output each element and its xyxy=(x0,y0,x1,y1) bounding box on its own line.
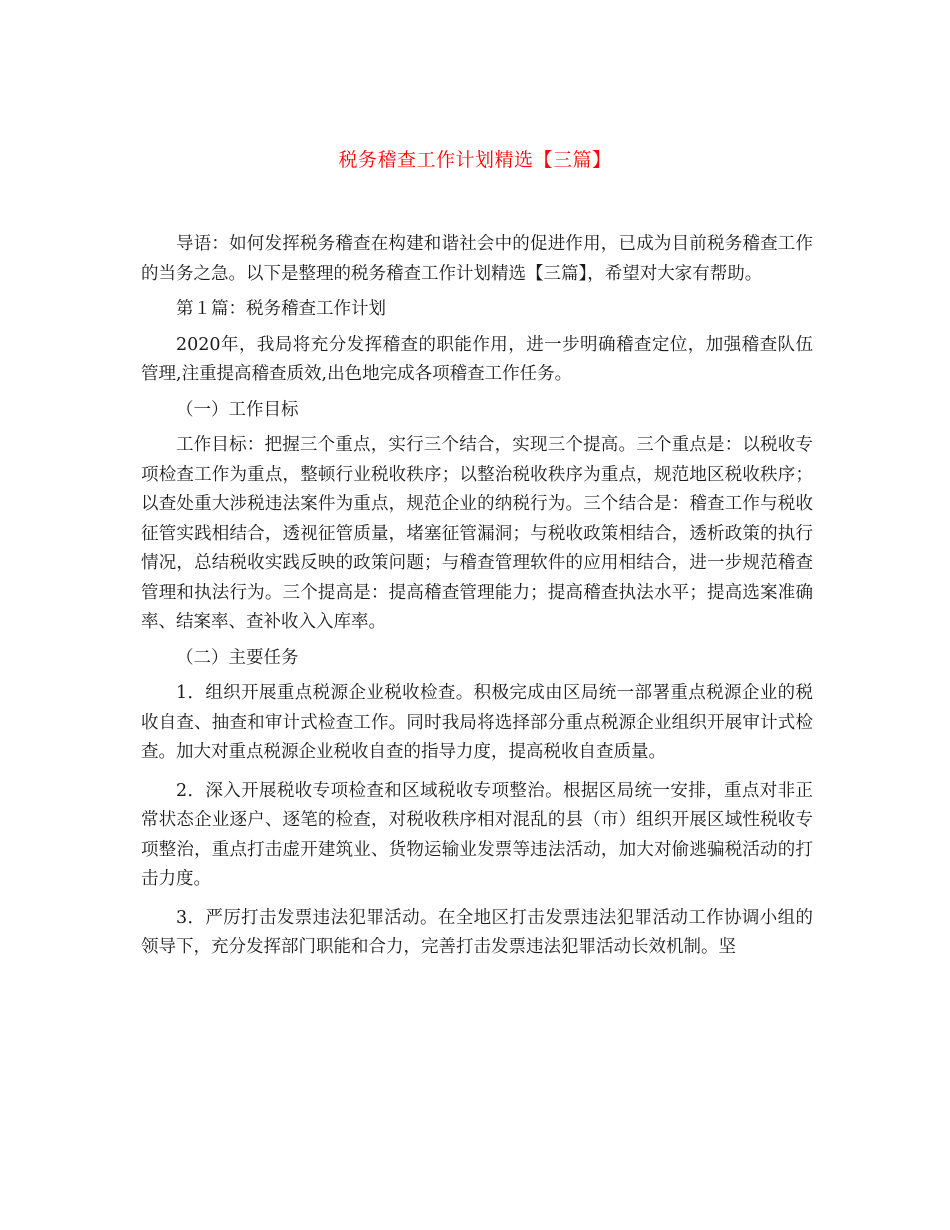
section-heading-part-1: 第１篇：税务稽查工作计划 xyxy=(176,299,386,319)
document-title: 税务稽查工作计划精选【三篇】 xyxy=(338,149,612,171)
paragraph-task-1: 1．组织开展重点税源企业税收检查。积极完成由区局统一部署重点税源企业的税收自查、抽查和审计式检查工作。同时我局将选择部分重点税源企业组织开展审计式检查。加大对重点税源企业税收自查的指导力度，提高税收自查质量。 xyxy=(141,683,813,762)
paragraph-work-goals: 工作目标：把握三个重点，实行三个结合，实现三个提高。三个重点是：以税收专项检查工作为重点，整顿行业税收秩序；以整治税收秩序为重点，规范地区税收秩序；以查处重大涉税违法案件为重点，规范企业的纳税行为。三个结合是：稽查工作与税收征管实践相结合，透视征管质量，堵塞征管漏洞；与税收政策相结合，透析政策的执行情况，总结税收实践反映的政策问题；与稽查管理软件的应用相结合，进一步规范稽查管理和执法行为。三个提高是：提高稽查管理能力；提高稽查执法水平；提高选案准确率、结案率、查补收入入库率。 xyxy=(141,435,813,632)
paragraph-task-3: 3．严厉打击发票违法犯罪活动。在全地区打击发票违法犯罪活动工作协调小组的领导下，充分发挥部门职能和合力，完善打击发票违法犯罪活动长效机制。坚 xyxy=(141,907,813,957)
subheading-work-goals: （一）工作目标 xyxy=(176,399,299,420)
paragraph-overview: 2020年，我局将充分发挥稽查的职能作用，进一步明确稽查定位，加强稽查队伍管理,注重提高稽查质效,出色地完成各项稽查工作任务。 xyxy=(141,334,813,384)
subheading-main-tasks: （二）主要任务 xyxy=(176,647,299,668)
paragraph-task-2: 2．深入开展税收专项检查和区域税收专项整治。根据区局统一安排，重点对非正常状态企业逐户、逐笔的检查，对税收秩序相对混乱的县（市）组织开展区域性税收专项整治，重点打击虚开建筑业、货物运输业发票等违法活动，加大对偷逃骗税活动的打击力度。 xyxy=(141,780,813,889)
document-body xyxy=(141,230,813,963)
intro-paragraph: 导语：如何发挥税务稽查在构建和谐社会中的促进作用，已成为目前税务稽查工作的当务之急。以下是整理的税务稽查工作计划精选【三篇】，希望对大家有帮助。 xyxy=(141,234,813,284)
